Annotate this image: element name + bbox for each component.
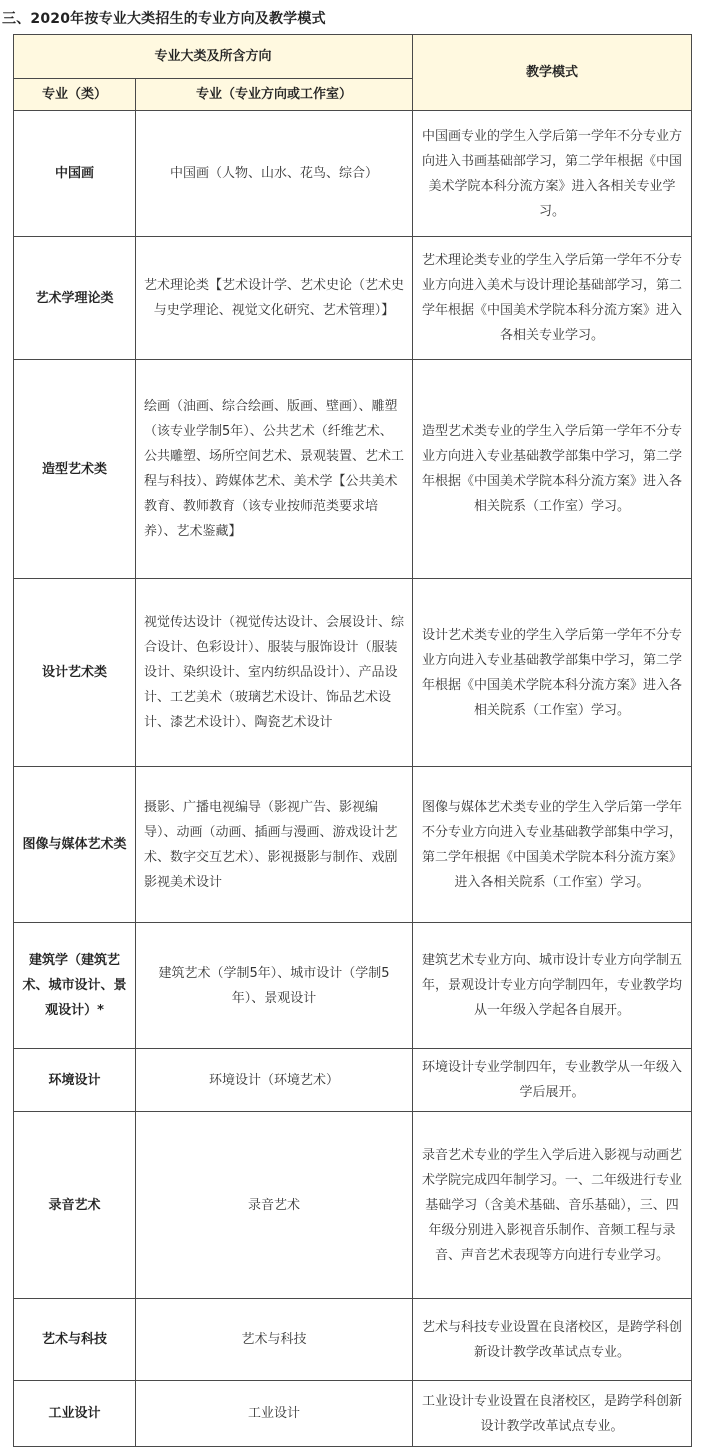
header-direction: 专业（专业方向或工作室）	[136, 79, 413, 111]
direction-cell: 工业设计	[136, 1381, 413, 1447]
major-cell: 录音艺术	[14, 1112, 136, 1299]
major-cell: 艺术学理论类	[14, 237, 136, 360]
direction-cell: 艺术理论类【艺术设计学、艺术史论（艺术史与史学理论、视觉文化研究、艺术管理）】	[136, 237, 413, 360]
major-cell: 图像与媒体艺术类	[14, 767, 136, 923]
table-row	[14, 1049, 692, 1112]
direction-cell: 建筑艺术（学制5年）、城市设计（学制5年）、景观设计	[136, 923, 413, 1049]
mode-cell: 设计艺术类专业的学生入学后第一学年不分专业方向进入专业基础教学部集中学习，第二学年根据《中国美术学院本科分流方案》进入各相关院系（工作室）学习。	[413, 579, 692, 767]
table-row	[14, 767, 692, 923]
mode-cell: 造型艺术类专业的学生入学后第一学年不分专业方向进入专业基础教学部集中学习，第二学年根据《中国美术学院本科分流方案》进入各相关院系（工作室）学习。	[413, 360, 692, 579]
mode-cell: 艺术与科技专业设置在良渚校区，是跨学科创新设计教学改革试点专业。	[413, 1299, 692, 1381]
direction-cell: 录音艺术	[136, 1112, 413, 1299]
mode-cell: 环境设计专业学制四年，专业教学从一年级入学后展开。	[413, 1049, 692, 1112]
major-cell: 环境设计	[14, 1049, 136, 1112]
header-group-label: 专业大类及所含方向	[14, 35, 413, 79]
mode-cell: 中国画专业的学生入学后第一学年不分专业方向进入书画基础部学习，第二学年根据《中国美术学院本科分流方案》进入各相关专业学习。	[413, 111, 692, 237]
table-row	[14, 1112, 692, 1299]
direction-cell: 视觉传达设计（视觉传达设计、会展设计、综合设计、色彩设计）、服装与服饰设计（服装设计、染织设计、室内纺织品设计）、产品设计、工艺美术（玻璃艺术设计、饰品艺术设计、漆艺术设计）、陶瓷艺术设计	[136, 579, 413, 767]
major-cell: 造型艺术类	[14, 360, 136, 579]
major-cell: 工业设计	[14, 1381, 136, 1447]
table-row	[14, 1381, 692, 1447]
table-row	[14, 579, 692, 767]
mode-cell: 工业设计专业设置在良渚校区，是跨学科创新设计教学改革试点专业。	[413, 1381, 692, 1447]
direction-cell: 摄影、广播电视编导（影视广告、影视编导）、动画（动画、插画与漫画、游戏设计艺术、数字交互艺术）、影视摄影与制作、戏剧影视美术设计	[136, 767, 413, 923]
mode-cell: 录音艺术专业的学生入学后进入影视与动画艺术学院完成四年制学习。一、二年级进行专业基础学习（含美术基础、音乐基础），三、四年级分别进入影视音乐制作、音频工程与录音、声音艺术表现等方向进行专业学习。	[413, 1112, 692, 1299]
direction-cell: 中国画（人物、山水、花鸟、综合）	[136, 111, 413, 237]
direction-cell: 艺术与科技	[136, 1299, 413, 1381]
header-teaching-mode: 教学模式	[413, 35, 692, 111]
table-row	[14, 923, 692, 1049]
mode-cell: 图像与媒体艺术类专业的学生入学后第一学年不分专业方向进入专业基础教学部集中学习，第二学年根据《中国美术学院本科分流方案》进入各相关院系（工作室）学习。	[413, 767, 692, 923]
majors-table	[13, 34, 692, 1447]
direction-cell: 环境设计（环境艺术）	[136, 1049, 413, 1112]
mode-cell: 艺术理论类专业的学生入学后第一学年不分专业方向进入美术与设计理论基础部学习，第二学年根据《中国美术学院本科分流方案》进入各相关专业学习。	[413, 237, 692, 360]
major-cell: 中国画	[14, 111, 136, 237]
table-row	[14, 360, 692, 579]
major-cell: 设计艺术类	[14, 579, 136, 767]
table-row	[14, 111, 692, 237]
direction-cell: 绘画（油画、综合绘画、版画、壁画）、雕塑（该专业学制5年）、公共艺术（纤维艺术、公共雕塑、场所空间艺术、景观装置、艺术工程与科技）、跨媒体艺术、美术学【公共美术教育、教师教育（该专业按师范类要求培养）、艺术鉴藏】	[136, 360, 413, 579]
mode-cell: 建筑艺术专业方向、城市设计专业方向学制五年，景观设计专业方向学制四年，专业教学均从一年级入学起各自展开。	[413, 923, 692, 1049]
page-title: 三、2020年按专业大类招生的专业方向及教学模式	[2, 11, 326, 27]
table-row	[14, 1299, 692, 1381]
major-cell: 建筑学（建筑艺术、城市设计、景观设计）*	[14, 923, 136, 1049]
table-row	[14, 237, 692, 360]
header-major: 专业（类）	[14, 79, 136, 111]
major-cell: 艺术与科技	[14, 1299, 136, 1381]
